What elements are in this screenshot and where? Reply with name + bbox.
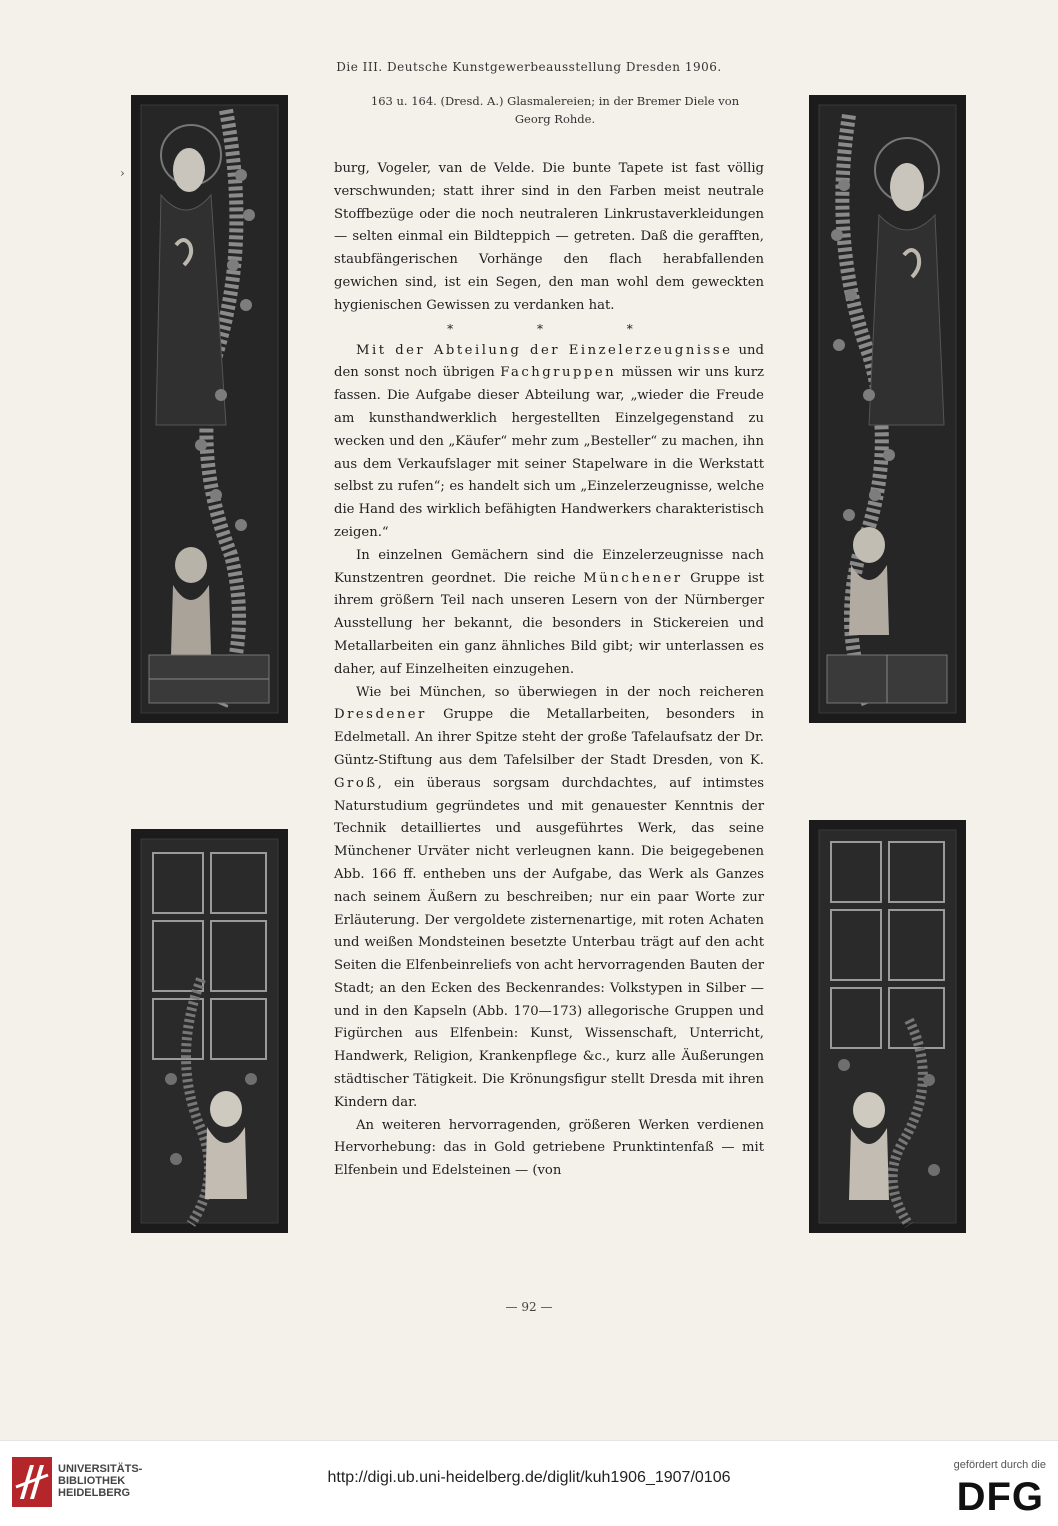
stained-glass-panel-bottom-left xyxy=(131,829,288,1233)
paragraph-2-rest: müssen wir uns kurz fassen. Die Aufgabe dieser Abteilung war, „wieder die Freude am kunsthandwerklich hergestellten Einzelgegenstand zu wecken und den „Käufer“ mehr zum „Besteller“ zu machen, ihn aus dem Verkaufslager mit seiner Stapelware in die Werkstatt selbst zu rufen“; es handelt sich um „Einzelerzeugnisse, welche die Hand des wirklich befähigten Handwerkers charakteristisch zeigen.“ xyxy=(334,365,764,540)
paragraph-5: An weiteren hervorragenden, größeren Werken verdienen Hervorhebung: das in Gold getriebene Prunktintenfaß — mit Elfenbein und Edelsteinen — (von xyxy=(334,1117,764,1179)
caption-line-2: Georg Rohde. xyxy=(514,112,596,126)
library-name-line-2: BIBLIOTHEK xyxy=(58,1475,126,1487)
library-name-line-3: HEIDELBERG xyxy=(58,1487,131,1499)
paragraph-1: burg, Vogeler, van de Velde. Die bunte Tapete ist fast völlig verschwunden; statt ihrer sind in den Farben meist neutrale Stoffbezüge oder die noch neutraleren Linkrustaverkleidungen — selten einmal ein Bildteppich — getreten. Daß die gerafften, staubfängerischen Vorhänge den flach herabfallenden gewichen sind, ist ein Segen, den man wohl dem geweckten hygienischen Gewissen zu verdanken hat. xyxy=(334,161,764,313)
paragraph-3-b: Gruppe ist ihrem größern Teil nach unseren Lesern von der Nürnberger Ausstellung her bekannt, die besonders in Stickereien und Metallarbeiten ein ganz ähnliches Bild gibt; wir unterlassen es daher, auf Einzelheiten einzugehen. xyxy=(334,570,764,677)
spaced-word-gross: Groß xyxy=(334,775,378,791)
permalink-url[interactable]: http://digi.ub.uni-heidelberg.de/diglit/kuh1906_1907/0106 xyxy=(327,1469,731,1486)
library-name-line-1: UNIVERSITÄTS- xyxy=(58,1463,143,1475)
spaced-heading-einzelerzeugnisse: Mit der Abteilung der Einzelerzeugnisse xyxy=(356,342,733,358)
stained-glass-putto-left-image xyxy=(131,829,288,1233)
spaced-heading-fachgruppen: Fachgruppen xyxy=(500,365,617,381)
caption-line-1: 163 u. 164. (Dresd. A.) Glasmalereien; in der Bremer Diele von xyxy=(370,94,740,108)
paragraph-4-b: Gruppe die Metallarbeiten, besonders in Edelmetall. An ihrer Spitze steht der große Tafelaufsatz der Dr. Güntz-Stiftung aus dem Tafelsilber der Stadt Dresden, von K. xyxy=(334,707,764,768)
funder-note: gefördert durch die xyxy=(953,1459,1046,1471)
paragraph-4-a: Wie bei München, so überwiegen in der noch reicheren xyxy=(356,684,764,700)
paragraph-4 xyxy=(334,682,764,1115)
stained-glass-panel-bottom-right xyxy=(809,820,966,1233)
figure-caption xyxy=(330,92,780,128)
paragraph-3 xyxy=(334,545,764,682)
section-divider-stars: * * * xyxy=(447,321,673,336)
stained-glass-panel-top-right xyxy=(809,95,966,723)
page-number: — 92 — xyxy=(505,1300,553,1314)
margin-mark: › xyxy=(120,166,125,180)
running-head: Die III. Deutsche Kunstgewerbeausstellung Dresden 1906. xyxy=(336,60,722,74)
article-text xyxy=(334,158,764,1183)
stained-glass-putto-right-image xyxy=(809,820,966,1233)
paragraph-4-c: , ein überaus sorgsam durchdachtes, auf intimstes Naturstudium gegründetes und mit genauester Kenntnis der Technik detailliertes und ausgeführtes Werk, das seine Münchener Urväter nicht verleugnen kann. Die beigegebenen Abb. 166 ff. entheben uns der Aufgabe, das Werk als Ganzes nach seinem Äußern zu beschreiben; nur ein paar Worte zur Erläuterung. Der vergoldete zisternenartige, mit roten Achaten und weißen Mondsteinen besetzte Unterbau trägt auf den acht Seiten die Elfenbeinreliefs von acht hervorragenden Bauten der Stadt; an den Ecken des Beckenrandes: Volkstypen in Silber — und in den Kapseln (Abb. 170—173) allegorische Gruppen und Figürchen aus Elfenbein: Kunst, Wissenschaft, Unterricht, Handwerk, Religion, Krankenpflege &c., kurz alle Äußerungen städtischer Tätigkeit. Die Krönungsfigur stellt Dresda mit ihren Kindern dar. xyxy=(334,775,764,1110)
spaced-word-dresdener: Dresdener xyxy=(334,707,427,723)
stained-glass-woman-right-image xyxy=(809,95,966,723)
paragraph-2 xyxy=(334,340,764,545)
stained-glass-woman-left-image xyxy=(131,95,288,723)
paragraph-3-a: In einzelnen Gemächern sind die Einzelerzeugnisse nach Kunstzentren geordnet. Die reiche xyxy=(334,547,764,586)
stained-glass-panel-top-left xyxy=(131,95,288,723)
spaced-word-muenchener: Münchener xyxy=(583,570,683,586)
dfg-logo: DFG xyxy=(956,1475,1044,1519)
digitization-footer xyxy=(0,1440,1058,1526)
paragraph-2-mid: und den sonst noch übrigen xyxy=(334,342,764,381)
